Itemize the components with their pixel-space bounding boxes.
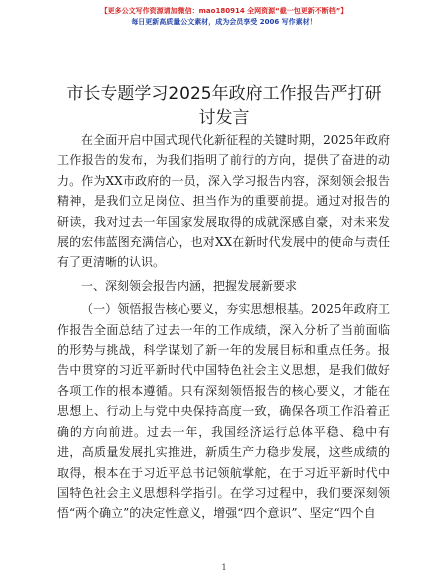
promo-line-1: 【更多公文写作资源请加微信：mao180914 全网资源“截一包更新不断档”】 bbox=[100, 7, 348, 15]
promo-banner bbox=[0, 6, 448, 28]
promo-line-2: 每日更新高质量公文素材，成为会员享受 2006 写作素材！ bbox=[131, 18, 317, 26]
document-body bbox=[57, 130, 390, 524]
intro-paragraph: 在全面开启中国式现代化新征程的关键时期，2025年政府工作报告的发布，为我们指明了前行的方向，提供了奋进的动力。作为XX市政府的一员，深入学习报告内容，深刻领会报告精神，是我们立足岗位、担当作为的重要前提。通过对报告的研读，我对过去一年国家发展取得的成就深感自豪，对未来发展的宏伟蓝图充满信心，也对XX在新时代发展中的使命与责任有了更清晰的认识。 bbox=[57, 133, 390, 270]
section-heading: 一、深刻领会报告内涵，把握发展新要求 bbox=[81, 278, 298, 293]
page-number: 1 bbox=[221, 563, 227, 572]
body-paragraph: （一）领悟报告核心要义，夯实思想根基。2025年政府工作报告全面总结了过去一年的工作成绩，深入分析了当前面临的形势与挑战，科学谋划了新一年的发展目标和重点任务。报告中贯穿的习近平新时代中国特色社会主义思想，是我们做好各项工作的根本遵循。只有深刻领悟报告的核心要义，才能在思想上、行动上与党中央保持高度一致，确保各项工作沿着正确的方向前进。过去一年，我国经济运行总体平稳、稳中有进，高质量发展扎实推进，新质生产力稳步发展，这些成绩的取得，根本在于习近平总书记领航掌舵，在于习近平新时代中国特色社会主义思想科学指引。在学习过程中，我们要深刻领悟“两个确立”的决定性意义，增强“四个意识”、坚定“四个自 bbox=[57, 302, 390, 521]
document-title: 市长专题学习2025年政府工作报告严打研讨发言 bbox=[66, 84, 382, 128]
